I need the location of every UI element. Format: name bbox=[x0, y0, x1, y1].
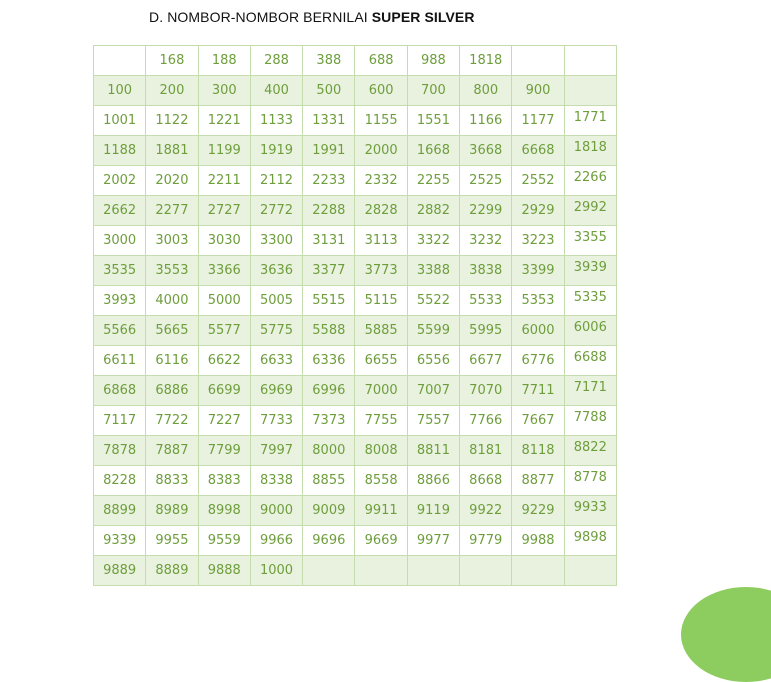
section-heading bbox=[149, 9, 475, 25]
number-cell: 8889 bbox=[146, 556, 198, 586]
number-cell: 8338 bbox=[250, 466, 302, 496]
table-row bbox=[94, 376, 617, 406]
number-cell: 3668 bbox=[460, 136, 512, 166]
number-cell bbox=[564, 46, 616, 76]
number-cell: 2525 bbox=[460, 166, 512, 196]
number-cell: 9933 bbox=[564, 496, 616, 526]
number-cell: 2662 bbox=[94, 196, 146, 226]
number-cell: 8228 bbox=[94, 466, 146, 496]
number-cell: 6969 bbox=[250, 376, 302, 406]
number-cell: 9009 bbox=[303, 496, 355, 526]
number-cell: 5115 bbox=[355, 286, 407, 316]
number-cell: 1551 bbox=[407, 106, 459, 136]
number-cell: 8833 bbox=[146, 466, 198, 496]
number-cell: 1000 bbox=[250, 556, 302, 586]
number-cell: 100 bbox=[94, 76, 146, 106]
number-cell: 8877 bbox=[512, 466, 564, 496]
number-cell: 200 bbox=[146, 76, 198, 106]
number-cell: 500 bbox=[303, 76, 355, 106]
number-cell: 2002 bbox=[94, 166, 146, 196]
table-row bbox=[94, 136, 617, 166]
number-cell: 2299 bbox=[460, 196, 512, 226]
heading-bold: SUPER SILVER bbox=[371, 9, 475, 25]
number-cell: 6668 bbox=[512, 136, 564, 166]
number-cell: 8118 bbox=[512, 436, 564, 466]
number-cell: 9889 bbox=[94, 556, 146, 586]
number-cell: 3993 bbox=[94, 286, 146, 316]
number-cell: 8008 bbox=[355, 436, 407, 466]
number-cell: 2266 bbox=[564, 166, 616, 196]
number-cell: 6655 bbox=[355, 346, 407, 376]
number-cell: 1668 bbox=[407, 136, 459, 166]
number-cell: 800 bbox=[460, 76, 512, 106]
number-cell: 2233 bbox=[303, 166, 355, 196]
table-row bbox=[94, 106, 617, 136]
number-cell: 388 bbox=[303, 46, 355, 76]
number-cell: 5599 bbox=[407, 316, 459, 346]
number-cell bbox=[564, 76, 616, 106]
table-row bbox=[94, 166, 617, 196]
number-cell: 1188 bbox=[94, 136, 146, 166]
number-cell: 7070 bbox=[460, 376, 512, 406]
number-cell: 7227 bbox=[198, 406, 250, 436]
number-cell: 6611 bbox=[94, 346, 146, 376]
number-cell: 7373 bbox=[303, 406, 355, 436]
number-cell: 5005 bbox=[250, 286, 302, 316]
table-row bbox=[94, 436, 617, 466]
number-cell: 2727 bbox=[198, 196, 250, 226]
number-cell: 5588 bbox=[303, 316, 355, 346]
number-cell: 6699 bbox=[198, 376, 250, 406]
number-cell bbox=[512, 46, 564, 76]
table-row bbox=[94, 226, 617, 256]
number-cell: 6622 bbox=[198, 346, 250, 376]
number-cell: 9339 bbox=[94, 526, 146, 556]
number-cell: 9669 bbox=[355, 526, 407, 556]
table-row bbox=[94, 496, 617, 526]
number-cell: 3232 bbox=[460, 226, 512, 256]
number-cell: 5577 bbox=[198, 316, 250, 346]
number-cell: 6886 bbox=[146, 376, 198, 406]
number-cell: 7766 bbox=[460, 406, 512, 436]
number-cell: 2000 bbox=[355, 136, 407, 166]
number-cell: 7000 bbox=[355, 376, 407, 406]
number-cell: 7788 bbox=[564, 406, 616, 436]
number-cell: 6776 bbox=[512, 346, 564, 376]
number-cell: 3399 bbox=[512, 256, 564, 286]
number-cell: 9229 bbox=[512, 496, 564, 526]
number-cell: 6688 bbox=[564, 346, 616, 376]
number-cell: 9911 bbox=[355, 496, 407, 526]
number-cell: 2211 bbox=[198, 166, 250, 196]
number-cell: 7667 bbox=[512, 406, 564, 436]
number-cell: 9922 bbox=[460, 496, 512, 526]
number-cell: 3131 bbox=[303, 226, 355, 256]
number-cell: 9988 bbox=[512, 526, 564, 556]
number-cell: 7171 bbox=[564, 376, 616, 406]
number-cell: 288 bbox=[250, 46, 302, 76]
number-cell: 2288 bbox=[303, 196, 355, 226]
number-cell: 5515 bbox=[303, 286, 355, 316]
number-cell: 5665 bbox=[146, 316, 198, 346]
number-cell: 6556 bbox=[407, 346, 459, 376]
number-cell: 1199 bbox=[198, 136, 250, 166]
number-cell: 5353 bbox=[512, 286, 564, 316]
number-cell: 7711 bbox=[512, 376, 564, 406]
number-cell bbox=[355, 556, 407, 586]
table-row bbox=[94, 526, 617, 556]
number-cell: 3113 bbox=[355, 226, 407, 256]
number-cell: 9779 bbox=[460, 526, 512, 556]
number-cell: 6677 bbox=[460, 346, 512, 376]
number-cell: 7722 bbox=[146, 406, 198, 436]
number-cell: 8000 bbox=[303, 436, 355, 466]
number-cell: 7733 bbox=[250, 406, 302, 436]
decorative-corner-shape bbox=[681, 587, 771, 682]
number-cell: 7007 bbox=[407, 376, 459, 406]
number-cell: 2552 bbox=[512, 166, 564, 196]
number-cell: 7755 bbox=[355, 406, 407, 436]
number-cell: 1771 bbox=[564, 106, 616, 136]
number-cell: 9955 bbox=[146, 526, 198, 556]
number-cell: 2020 bbox=[146, 166, 198, 196]
number-cell: 7557 bbox=[407, 406, 459, 436]
number-cell: 5522 bbox=[407, 286, 459, 316]
number-cell: 8181 bbox=[460, 436, 512, 466]
number-cell: 3838 bbox=[460, 256, 512, 286]
number-cell: 1991 bbox=[303, 136, 355, 166]
number-cell: 1155 bbox=[355, 106, 407, 136]
number-cell bbox=[303, 556, 355, 586]
number-cell: 7117 bbox=[94, 406, 146, 436]
number-cell: 3773 bbox=[355, 256, 407, 286]
number-cell: 1881 bbox=[146, 136, 198, 166]
number-cell: 6633 bbox=[250, 346, 302, 376]
table-row bbox=[94, 46, 617, 76]
number-cell: 2882 bbox=[407, 196, 459, 226]
number-cell: 3553 bbox=[146, 256, 198, 286]
number-cell bbox=[94, 46, 146, 76]
number-cell: 1177 bbox=[512, 106, 564, 136]
number-cell: 6868 bbox=[94, 376, 146, 406]
number-cell: 5566 bbox=[94, 316, 146, 346]
number-cell: 168 bbox=[146, 46, 198, 76]
number-cell: 7997 bbox=[250, 436, 302, 466]
number-cell: 2255 bbox=[407, 166, 459, 196]
number-cell: 1133 bbox=[250, 106, 302, 136]
number-cell: 600 bbox=[355, 76, 407, 106]
number-cell: 8822 bbox=[564, 436, 616, 466]
number-cell: 3000 bbox=[94, 226, 146, 256]
number-cell: 3366 bbox=[198, 256, 250, 286]
number-cell: 8383 bbox=[198, 466, 250, 496]
number-cell: 8989 bbox=[146, 496, 198, 526]
number-cell: 3300 bbox=[250, 226, 302, 256]
number-cell: 2332 bbox=[355, 166, 407, 196]
table-row bbox=[94, 286, 617, 316]
number-cell: 5885 bbox=[355, 316, 407, 346]
number-cell bbox=[460, 556, 512, 586]
number-cell: 5995 bbox=[460, 316, 512, 346]
number-cell: 9898 bbox=[564, 526, 616, 556]
number-cell: 2112 bbox=[250, 166, 302, 196]
number-cell: 7878 bbox=[94, 436, 146, 466]
heading-prefix: D. NOMBOR-NOMBOR BERNILAI bbox=[149, 9, 372, 25]
table-row bbox=[94, 256, 617, 286]
number-cell: 6996 bbox=[303, 376, 355, 406]
number-cell: 3535 bbox=[94, 256, 146, 286]
number-cell: 3388 bbox=[407, 256, 459, 286]
number-cell: 2772 bbox=[250, 196, 302, 226]
number-cell bbox=[512, 556, 564, 586]
number-cell: 2277 bbox=[146, 196, 198, 226]
number-cell: 1001 bbox=[94, 106, 146, 136]
number-cell: 8778 bbox=[564, 466, 616, 496]
number-cell: 3322 bbox=[407, 226, 459, 256]
number-cell: 688 bbox=[355, 46, 407, 76]
number-cell: 988 bbox=[407, 46, 459, 76]
number-cell: 3030 bbox=[198, 226, 250, 256]
number-cell: 6000 bbox=[512, 316, 564, 346]
table-row bbox=[94, 316, 617, 346]
number-cell: 9119 bbox=[407, 496, 459, 526]
number-cell: 700 bbox=[407, 76, 459, 106]
number-cell: 300 bbox=[198, 76, 250, 106]
table-row bbox=[94, 406, 617, 436]
super-silver-number-table bbox=[93, 45, 617, 586]
number-cell: 5533 bbox=[460, 286, 512, 316]
number-cell: 3003 bbox=[146, 226, 198, 256]
number-cell: 3636 bbox=[250, 256, 302, 286]
number-cell: 8866 bbox=[407, 466, 459, 496]
number-cell: 3355 bbox=[564, 226, 616, 256]
number-cell: 6006 bbox=[564, 316, 616, 346]
number-cell: 6336 bbox=[303, 346, 355, 376]
number-cell: 3223 bbox=[512, 226, 564, 256]
number-cell: 8668 bbox=[460, 466, 512, 496]
number-cell: 5000 bbox=[198, 286, 250, 316]
table-row bbox=[94, 556, 617, 586]
number-cell: 8998 bbox=[198, 496, 250, 526]
number-cell: 9696 bbox=[303, 526, 355, 556]
number-cell: 9000 bbox=[250, 496, 302, 526]
table-body bbox=[94, 46, 617, 586]
number-cell: 8811 bbox=[407, 436, 459, 466]
table-row bbox=[94, 346, 617, 376]
number-cell: 6116 bbox=[146, 346, 198, 376]
number-cell: 7799 bbox=[198, 436, 250, 466]
number-cell: 9888 bbox=[198, 556, 250, 586]
number-cell: 8558 bbox=[355, 466, 407, 496]
number-cell bbox=[564, 556, 616, 586]
number-cell: 1919 bbox=[250, 136, 302, 166]
number-cell: 1221 bbox=[198, 106, 250, 136]
number-cell: 5335 bbox=[564, 286, 616, 316]
number-cell: 900 bbox=[512, 76, 564, 106]
number-cell bbox=[407, 556, 459, 586]
number-cell: 2992 bbox=[564, 196, 616, 226]
number-cell: 1166 bbox=[460, 106, 512, 136]
number-cell: 9559 bbox=[198, 526, 250, 556]
number-cell: 188 bbox=[198, 46, 250, 76]
number-cell: 3377 bbox=[303, 256, 355, 286]
number-cell: 4000 bbox=[146, 286, 198, 316]
number-cell: 5775 bbox=[250, 316, 302, 346]
number-cell: 7887 bbox=[146, 436, 198, 466]
table-row bbox=[94, 466, 617, 496]
number-cell: 1331 bbox=[303, 106, 355, 136]
number-cell: 1818 bbox=[460, 46, 512, 76]
number-cell: 9977 bbox=[407, 526, 459, 556]
number-cell: 1818 bbox=[564, 136, 616, 166]
number-cell: 3939 bbox=[564, 256, 616, 286]
number-cell: 9966 bbox=[250, 526, 302, 556]
table-row bbox=[94, 76, 617, 106]
number-cell: 1122 bbox=[146, 106, 198, 136]
number-cell: 400 bbox=[250, 76, 302, 106]
number-cell: 8899 bbox=[94, 496, 146, 526]
table-row bbox=[94, 196, 617, 226]
number-cell: 2828 bbox=[355, 196, 407, 226]
number-cell: 8855 bbox=[303, 466, 355, 496]
number-cell: 2929 bbox=[512, 196, 564, 226]
